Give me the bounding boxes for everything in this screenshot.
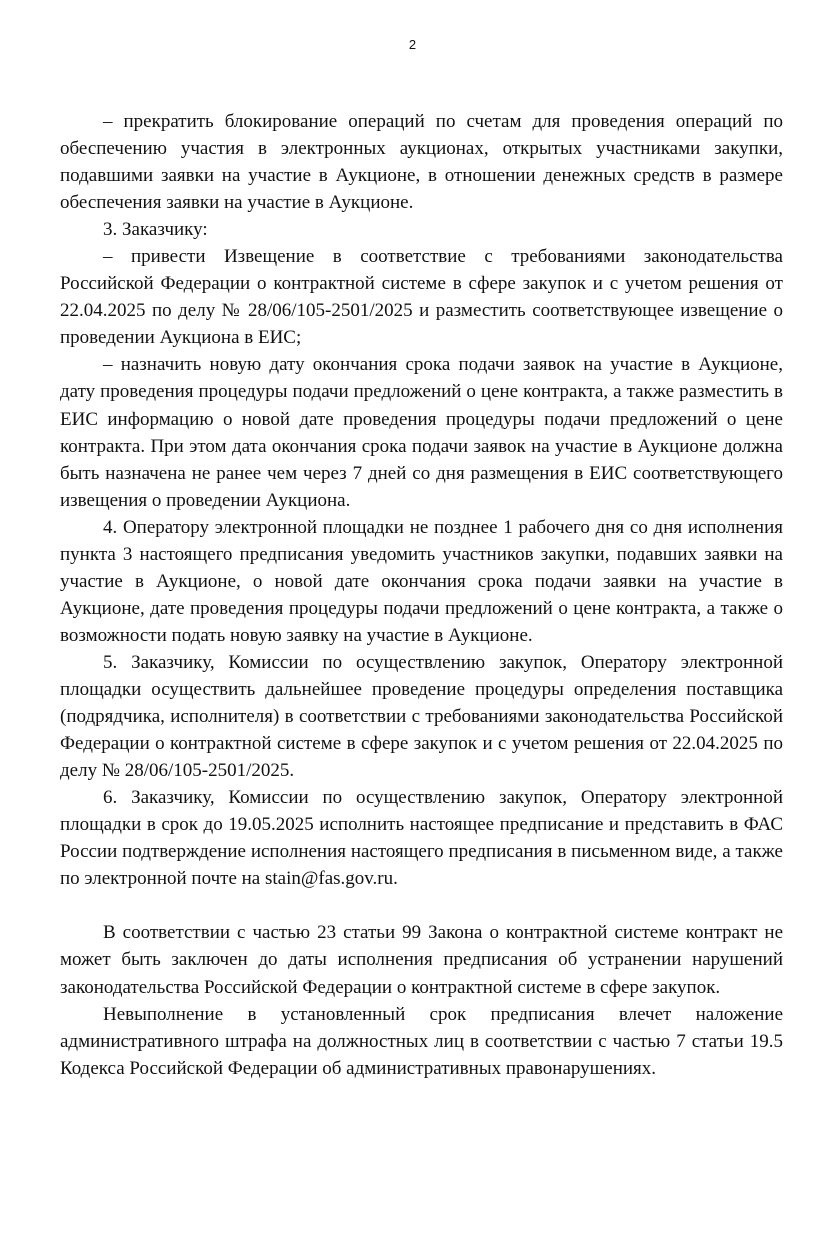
paragraph-penalty: Невыполнение в установленный срок предписания влечет наложение административного штрафа на должностных лиц в соответствии с частью 7 статьи 19.5 Кодекса Российской Федерации об административных правонарушениях. [60, 1003, 783, 1079]
paragraph-new-deadline: – назначить новую дату окончания срока подачи заявок на участие в Аукционе, дату проведения процедуры подачи предложений о цене контракта, а также разместить в ЕИС информацию о новой дате проведения процедуры подачи предложений о цене контракта. При этом дата окончания срока подачи заявок на участие в Аукционе должна быть назначена не ранее чем через 7 дней со дня размещения в ЕИС соответствующего извещения о проведении Аукциона. [60, 354, 783, 511]
paragraph-spacer [60, 892, 783, 919]
paragraph-bring-notice: – привести Извещение в соответствие с требованиями законодательства Российской Федерации о контрактной системе в сфере закупок и с учетом решения от 22.04.2025 по делу № 28/06/105-2501/2025 и разместить соответствующее извещение о проведении Аукциона в ЕИС; [60, 246, 783, 349]
document-body [60, 108, 783, 1082]
paragraph-item-4: 4. Оператору электронной площадки не позднее 1 рабочего дня со дня исполнения пункта 3 настоящего предписания уведомить участников закупки, подавших заявки на участие в Аукционе, о новой дате окончания срока подачи заявки на участие в Аукционе, дате проведения процедуры подачи предложений о цене контракта, а также о возможности подать новую заявку на участие в Аукционе. [60, 516, 783, 646]
page-number: 2 [408, 37, 417, 52]
paragraph-contract-restriction: В соответствии с частью 23 статьи 99 Закона о контрактной системе контракт не может быть заключен до даты исполнения предписания об устранении нарушений законодательства Российской Федерации о контрактной системе в сфере закупок. [60, 922, 783, 998]
paragraph-item-3-heading: 3. Заказчику: [103, 219, 208, 241]
paragraph-stop-blocking: – прекратить блокирование операций по счетам для проведения операций по обеспечению участия в электронных аукционах, открытых участниками закупки, подавшими заявки на участие в Аукционе, в отношении денежных средств в размере обеспечения заявки на участие в Аукционе. [60, 111, 783, 214]
paragraph-item-5: 5. Заказчику, Комиссии по осуществлению закупок, Оператору электронной площадки осуществить дальнейшее проведение процедуры определения поставщика (подрядчика, исполнителя) в соответствии с требованиями законодательства Российской Федерации о контрактной системе в сфере закупок и с учетом решения от 22.04.2025 по делу № 28/06/105-2501/2025. [60, 651, 783, 782]
paragraph-item-6: 6. Заказчику, Комиссии по осуществлению закупок, Оператору электронной площадки в срок до 19.05.2025 исполнить настоящее предписание и представить в ФАС России подтверждение исполнения настоящего предписания в письменном виде, а также по электронной почте на stain@fas.gov.ru. [60, 787, 783, 890]
